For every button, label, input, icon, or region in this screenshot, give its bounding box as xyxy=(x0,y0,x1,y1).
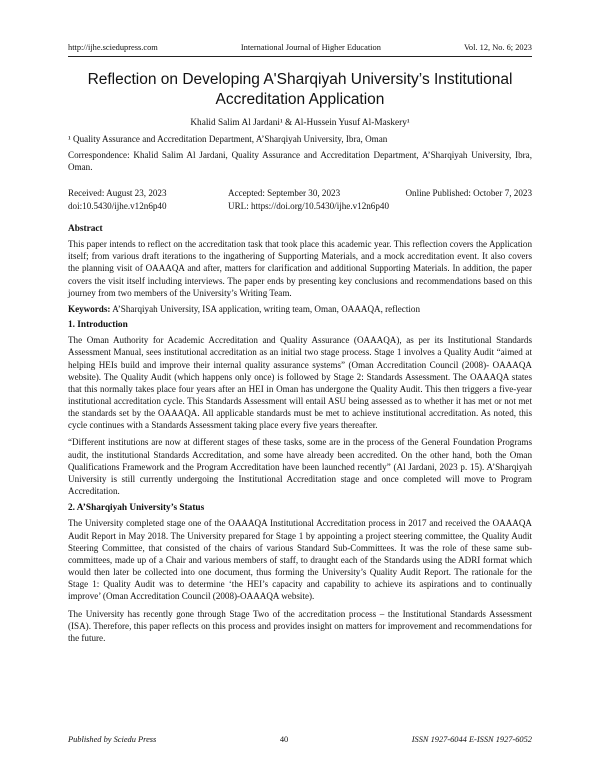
accepted-date: Accepted: September 30, 2023 xyxy=(228,188,341,199)
keywords xyxy=(68,303,532,315)
intro-paragraph-1: The Oman Authority for Academic Accreditation and Quality Assurance (OAAAQA), as per its Institutional Standards Assessment Manual, sees institutional accreditation as an initial two stage process. Stage 1 involves a Quality Audit “aimed at helping HEIs build and improve their internal quality assurance systems” (Oman Accreditation Council (2008)- OAAAQA website). The Quality Audit (which happens only once) is followed by Stage 2: Standards Assessment. The OAAAQA states that this normally takes place four years after an HEI in Oman has undergone the Quality Audit. This then triggers a five-year institutional accreditation cycle. This Standards Assessment will entail ASU being assessed as to whether it has met or not met the standards set by the OAAAQA. All applicable standards must be met to achieve institutional accreditation. As noted, this cycle continues with a Standards Assessment taking place every five years thereafter. xyxy=(68,335,532,431)
journal-name: International Journal of Higher Education xyxy=(240,43,381,52)
status-paragraph-1: The University completed stage one of the OAAAQA Institutional Accreditation process in 2017 and received the OAAAQA Audit Report in May 2018. The University prepared for Stage 1 by appointing a project steering committee, the Quality Audit Steering Committee, that consisted of the chairs of various Standard Sub-Committees. It was the role of these same sub-committees, made up of a Chair and various members of staff, to draught each of the Standards using the ADRI format which would then later be collected into one document, thus forming the University’s Quality Audit Report. The rationale for the Stage 1: Quality Audit was to determine ‘the HEI’s capacity and capability to achieve its aspirations and to continually improve’ (Oman Accreditation Council (2008)-OAAAQA website). xyxy=(68,518,532,602)
abstract-text: This paper intends to reflect on the accreditation task that took place this academic year. This reflection covers the Application itself; from various draft iterations to the ingathering of Supporting Materials, and a mock accreditation event. It also covers the planning visit of OAAAQA and after, matters for clarification and additional Supporting Materials. In addition, the paper covers the visit itself including interviews. The paper ends by presenting key conclusions and recommendations based on this journey from two members of the University’s Writing Team. xyxy=(68,239,532,298)
keywords-text: A’Sharqiyah University, ISA application, writing team, Oman, OAAAQA, reflection xyxy=(112,303,420,314)
volume-issue: Vol. 12, No. 6; 2023 xyxy=(463,43,532,52)
page-footer xyxy=(68,735,532,744)
paper-title: Reflection on Developing A'Sharqiyah University’s Institutional Accreditation Application xyxy=(87,71,513,108)
status-paragraph-2: The University has recently gone through Stage Two of the accreditation process – the Institutional Standards Assessment (ISA). Therefore, this paper reflects on this process and provides insight on matters for improvement and recommendations for the future. xyxy=(68,608,532,643)
received-date: Received: August 23, 2023 xyxy=(68,188,167,199)
issn: ISSN 1927-6044 E-ISSN 1927-6052 xyxy=(411,735,532,744)
doi[interactable]: doi:10.5430/ijhe.v12n6p40 xyxy=(68,200,167,211)
journal-url[interactable]: http://ijhe.sciedupress.com xyxy=(68,43,158,52)
publisher: Published by Sciedu Press xyxy=(68,735,157,744)
intro-paragraph-2: “Different institutions are now at different stages of these tasks, some are in the process of the General Foundation Programs audit, the institutional Standards Accreditation, and some have already been accredited. On the other hand, both the Oman Qualifications Framework and the Program Accreditation have been launched recently” (Al Jardani, 2023 p. 15). A’Sharqiyah University is still currently undergoing the Institutional Accreditation stage and once completed will move to Program Accreditation. xyxy=(68,437,532,497)
identifiers xyxy=(68,200,532,212)
publication-dates xyxy=(68,187,532,199)
section-heading-introduction: 1. Introduction xyxy=(68,320,128,331)
doi-url[interactable]: URL: https://doi.org/10.5430/ijhe.v12n6p40 xyxy=(228,200,389,211)
keywords-label: Keywords: xyxy=(68,303,111,314)
page-number: 40 xyxy=(279,735,289,744)
header-divider xyxy=(68,56,532,57)
running-header xyxy=(68,43,532,53)
section-heading-status: 2. A’Sharqiyah University’s Status xyxy=(68,503,205,514)
article-body xyxy=(68,70,532,649)
correspondence: Correspondence: Khalid Salim Al Jardani, Quality Assurance and Accreditation Department, A’Sharqiyah University, Ibra, Oman. xyxy=(68,150,532,173)
affiliation: ¹ Quality Assurance and Accreditation Department, A’Sharqiyah University, Ibra, Oman xyxy=(68,134,388,144)
abstract-heading: Abstract xyxy=(68,223,103,234)
online-date: Online Published: October 7, 2023 xyxy=(405,188,532,199)
author-list: Khalid Salim Al Jardani¹ & Al-Hussein Yusuf Al-Maskery¹ xyxy=(190,118,410,128)
